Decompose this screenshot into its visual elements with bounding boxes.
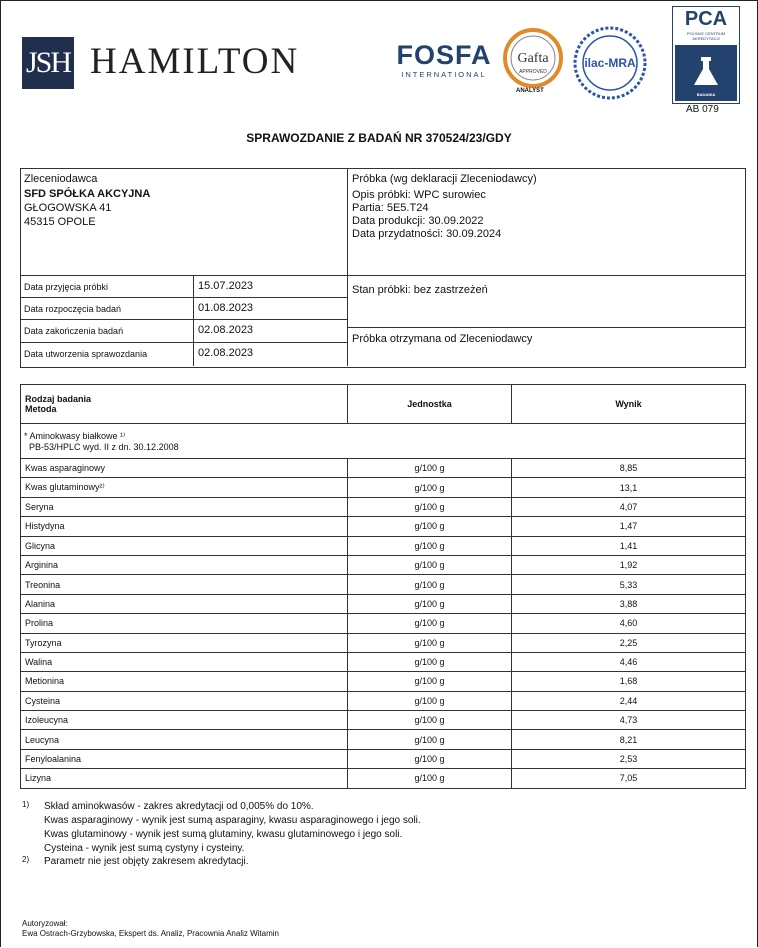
hamilton-logo-text: HAMILTON <box>90 41 300 82</box>
sample-batch: Partia: 5E5.T24 <box>352 202 429 214</box>
group-method: PB-53/HPLC wyd. II z dn. 30.12.2008 <box>29 441 179 452</box>
date-label-start: Data rozpoczęcia badań <box>24 304 122 314</box>
author-label: Autoryzował: <box>22 919 68 928</box>
table-row <box>21 575 746 594</box>
row-value: 5,33 <box>512 575 746 594</box>
table-row <box>21 633 746 652</box>
row-value: 8,21 <box>512 730 746 749</box>
footnote-mark-1: 1) <box>22 800 30 809</box>
row-name: Arginina <box>21 555 348 574</box>
footnote-line-5: Parametr nie jest objęty zakresem akredytacji. <box>44 856 249 867</box>
row-value: 2,53 <box>512 749 746 768</box>
row-value: 2,44 <box>512 691 746 710</box>
table-header-row <box>21 385 746 424</box>
row-name: Leucyna <box>21 730 348 749</box>
row-unit: g/100 g <box>348 536 512 555</box>
date-value-start: 01.08.2023 <box>198 302 254 314</box>
svg-text:APPROVED: APPROVED <box>519 69 547 75</box>
row-unit: g/100 g <box>348 497 512 516</box>
row-value: 1,92 <box>512 555 746 574</box>
row-unit: g/100 g <box>348 691 512 710</box>
row-value: 2,25 <box>512 633 746 652</box>
row-name: Fenyloalanina <box>21 749 348 768</box>
row-unit: g/100 g <box>348 672 512 691</box>
client-name: SFD SPÓŁKA AKCYJNA <box>24 188 151 200</box>
table-row <box>21 536 746 555</box>
row-name: Izoleucyna <box>21 711 348 730</box>
footnote-mark-2: 2) <box>22 855 30 864</box>
table-row <box>21 652 746 671</box>
row-value: 4,46 <box>512 652 746 671</box>
row-unit: g/100 g <box>348 459 512 478</box>
row-unit: g/100 g <box>348 633 512 652</box>
row-value: 4,07 <box>512 497 746 516</box>
row-name: Treonina <box>21 575 348 594</box>
row-value: 3,88 <box>512 594 746 613</box>
footnote-line-1: Skład aminokwasów - zakres akredytacji od 0,005% do 10%. <box>44 801 314 812</box>
row-name: Prolina <box>21 614 348 633</box>
row-value: 13,1 <box>512 478 746 497</box>
date-label-received: Data przyjęcia próbki <box>24 282 109 292</box>
date-value-received: 15.07.2023 <box>198 280 254 292</box>
row-value: 4,73 <box>512 711 746 730</box>
flask-icon <box>686 51 726 91</box>
table-row <box>21 594 746 613</box>
row-name: Metionina <box>21 672 348 691</box>
column-header-unit: Jednostka <box>348 385 512 424</box>
pca-accreditation-badge: PCA POLSKIE CENTRUM AKREDYTACJI BADANIA <box>672 6 740 104</box>
row-value: 1,41 <box>512 536 746 555</box>
author-name: Ewa Ostrach-Grzybowska, Ekspert ds. Analiz, Pracownia Analiz Witamin <box>22 929 279 938</box>
gafta-analyst-label: ANALYST <box>516 88 544 94</box>
row-unit: g/100 g <box>348 769 512 788</box>
footnote-line-3: Kwas glutaminowy - wynik jest sumą glutaminy, kwasu glutaminowego i jego soli. <box>44 829 403 840</box>
group-title: * Aminokwasy białkowe ¹⁾ <box>24 430 126 441</box>
client-street: GŁOGOWSKA 41 <box>24 202 112 214</box>
sample-description: Opis próbki: WPC surowiec <box>352 189 486 201</box>
date-label-report: Data utworzenia sprawozdania <box>24 349 148 359</box>
table-row <box>21 478 746 497</box>
date-value-report: 02.08.2023 <box>198 347 254 359</box>
table-row <box>21 730 746 749</box>
client-heading: Zleceniodawca <box>24 173 98 185</box>
footnote-line-2: Kwas asparaginowy - wynik jest sumą asparaginy, kwasu asparaginowego i jego soli. <box>44 815 421 826</box>
date-label-end: Data zakończenia badań <box>24 326 124 336</box>
table-row <box>21 497 746 516</box>
report-title: SPRAWOZDANIE Z BADAŃ NR 370524/23/GDY <box>246 131 512 145</box>
table-row <box>21 614 746 633</box>
sample-heading: Próbka (wg deklaracji Zleceniodawcy) <box>352 173 537 185</box>
row-value: 8,85 <box>512 459 746 478</box>
date-value-end: 02.08.2023 <box>198 324 254 336</box>
row-name: Walina <box>21 652 348 671</box>
row-name: Glicyna <box>21 536 348 555</box>
client-sample-box <box>20 168 746 368</box>
client-city: 45315 OPOLE <box>24 216 96 228</box>
row-unit: g/100 g <box>348 652 512 671</box>
row-unit: g/100 g <box>348 711 512 730</box>
row-unit: g/100 g <box>348 749 512 768</box>
table-row <box>21 749 746 768</box>
accreditation-number: AB 079 <box>686 104 719 115</box>
ilac-mra-seal <box>572 25 648 101</box>
row-value: 7,05 <box>512 769 746 788</box>
table-row <box>21 691 746 710</box>
gafta-approved-seal <box>503 28 563 88</box>
footnote-line-4: Cysteina - wynik jest sumą cystyny i cysteiny. <box>44 843 245 854</box>
row-unit: g/100 g <box>348 575 512 594</box>
results-table <box>20 384 746 789</box>
svg-text:Gafta: Gafta <box>517 51 549 66</box>
sample-expiry-date: Data przydatności: 30.09.2024 <box>352 228 502 240</box>
group-row <box>21 424 746 459</box>
row-value: 1,68 <box>512 672 746 691</box>
row-value: 4,60 <box>512 614 746 633</box>
row-name: Kwas glutaminowy²⁾ <box>21 478 348 497</box>
row-name: Seryna <box>21 497 348 516</box>
sample-received-from: Próbka otrzymana od Zleceniodawcy <box>352 333 533 345</box>
row-unit: g/100 g <box>348 555 512 574</box>
row-name: Lizyna <box>21 769 348 788</box>
table-row <box>21 711 746 730</box>
svg-text:ilac-MRA: ilac-MRA <box>584 56 636 70</box>
table-row <box>21 517 746 536</box>
column-header-result: Wynik <box>512 385 746 424</box>
row-name: Cysteina <box>21 691 348 710</box>
row-name: Tyrozyna <box>21 633 348 652</box>
row-unit: g/100 g <box>348 730 512 749</box>
row-unit: g/100 g <box>348 614 512 633</box>
row-unit: g/100 g <box>348 594 512 613</box>
sample-production-date: Data produkcji: 30.09.2022 <box>352 215 484 227</box>
sample-condition: Stan próbki: bez zastrzeżeń <box>352 284 488 296</box>
row-name: Histydyna <box>21 517 348 536</box>
table-row <box>21 459 746 478</box>
table-row <box>21 555 746 574</box>
fosfa-logo: FOSFA INTERNATIONAL <box>396 40 492 79</box>
column-header-test: Rodzaj badania Metoda <box>21 385 348 424</box>
row-name: Alanina <box>21 594 348 613</box>
table-row <box>21 769 746 788</box>
table-row <box>21 672 746 691</box>
row-name: Kwas asparaginowy <box>21 459 348 478</box>
row-unit: g/100 g <box>348 517 512 536</box>
row-unit: g/100 g <box>348 478 512 497</box>
hamilton-logo-mark: JSH <box>22 37 74 89</box>
row-value: 1,47 <box>512 517 746 536</box>
